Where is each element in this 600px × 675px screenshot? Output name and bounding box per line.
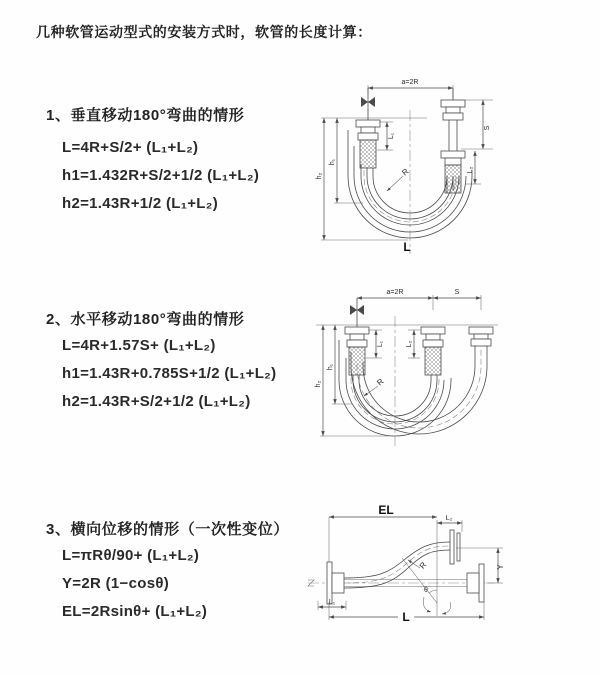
svg-text:h₂: h₂: [316, 172, 323, 180]
dim-h1: [327, 325, 352, 404]
section-1-heading: 1、垂直移动180°弯曲的情形: [46, 107, 245, 124]
svg-text:h₁: h₁: [329, 158, 336, 166]
section-3-formula-Y: Y=2R (1−cosθ): [62, 575, 170, 592]
svg-text:L₁: L₁: [377, 340, 384, 348]
dim-span: [357, 289, 481, 310]
svg-text:Y: Y: [496, 564, 505, 570]
dim-s: [433, 289, 481, 298]
dim-span: [368, 79, 453, 98]
middle-hose-fitting: [421, 327, 445, 375]
valve-icon: [350, 298, 364, 327]
vertical-180-bend-diagram: [315, 72, 600, 262]
section-3-formula-EL: EL=2Rsinθ+ (L₁+L₂): [62, 603, 208, 620]
radius-callout: [387, 167, 411, 191]
horizontal-180-bend-diagram: [308, 282, 600, 462]
dim-length-label: L: [403, 240, 411, 254]
section-2-formula-L: L=4R+1.57S+ (L₁+L₂): [62, 337, 216, 354]
section-2-formula-h1: h1=1.43R+0.785S+1/2 (L₁+L₂): [62, 365, 277, 382]
section-2-formula-h2: h2=1.43R+S/2+1/2 (L₁+L₂): [62, 393, 251, 410]
svg-text:h₁: h₁: [327, 363, 334, 371]
dim-l2: [465, 151, 481, 184]
right-flange-displaced: [450, 530, 460, 564]
dim-l1: [318, 599, 346, 610]
left-flange: [327, 562, 344, 604]
svg-text:L₂: L₂: [467, 166, 474, 174]
dim-l2: [406, 330, 420, 358]
dim-l2: [437, 515, 462, 532]
dim-h1: [329, 118, 363, 203]
svg-text:S: S: [484, 125, 491, 131]
svg-text:L: L: [402, 610, 410, 624]
svg-text:R: R: [400, 166, 411, 178]
dim-s: [461, 100, 493, 149]
hose-displaced-position: [344, 542, 450, 588]
radius-callout: [364, 377, 386, 396]
right-hose-fitting: [469, 327, 493, 346]
svg-text:θ: θ: [424, 587, 428, 594]
left-hose-fitting: [356, 120, 380, 168]
svg-text:L₁: L₁: [328, 599, 336, 606]
svg-text:EL: EL: [378, 503, 394, 517]
svg-text:S: S: [454, 289, 460, 296]
hose-u-bend-position2: [351, 346, 487, 434]
valve-icon: [361, 88, 375, 120]
svg-text:a=2R: a=2R: [386, 289, 404, 296]
dim-el: [329, 503, 437, 562]
section-1-formula-h2: h2=1.43R+1/2 (L₁+L₂): [62, 195, 219, 212]
svg-text:L₂: L₂: [406, 340, 413, 348]
svg-text:R: R: [417, 560, 429, 571]
svg-text:R: R: [375, 376, 386, 388]
lateral-displacement-diagram: [298, 502, 600, 654]
svg-text:a=2R: a=2R: [401, 79, 419, 86]
page-title: 几种软管运动型式的安装方式时，软管的长度计算：: [36, 24, 372, 40]
svg-text:L₁: L₁: [388, 132, 395, 140]
section-3-heading: 3、横向位移的情形（一次性变位）: [46, 521, 289, 538]
svg-text:L₂: L₂: [445, 515, 453, 522]
right-flange-initial: [467, 564, 484, 602]
section-1-formula-L: L=4R+S/2+ (L₁+L₂): [62, 139, 199, 156]
dim-length: [329, 602, 484, 624]
svg-text:h₂: h₂: [315, 380, 322, 388]
section-1-formula-h1: h1=1.432R+S/2+1/2 (L₁+L₂): [62, 167, 260, 184]
section-2-heading: 2、水平移动180°弯曲的情形: [46, 311, 245, 328]
section-3-formula-L: L=πRθ/90+ (L₁+L₂): [62, 547, 200, 564]
